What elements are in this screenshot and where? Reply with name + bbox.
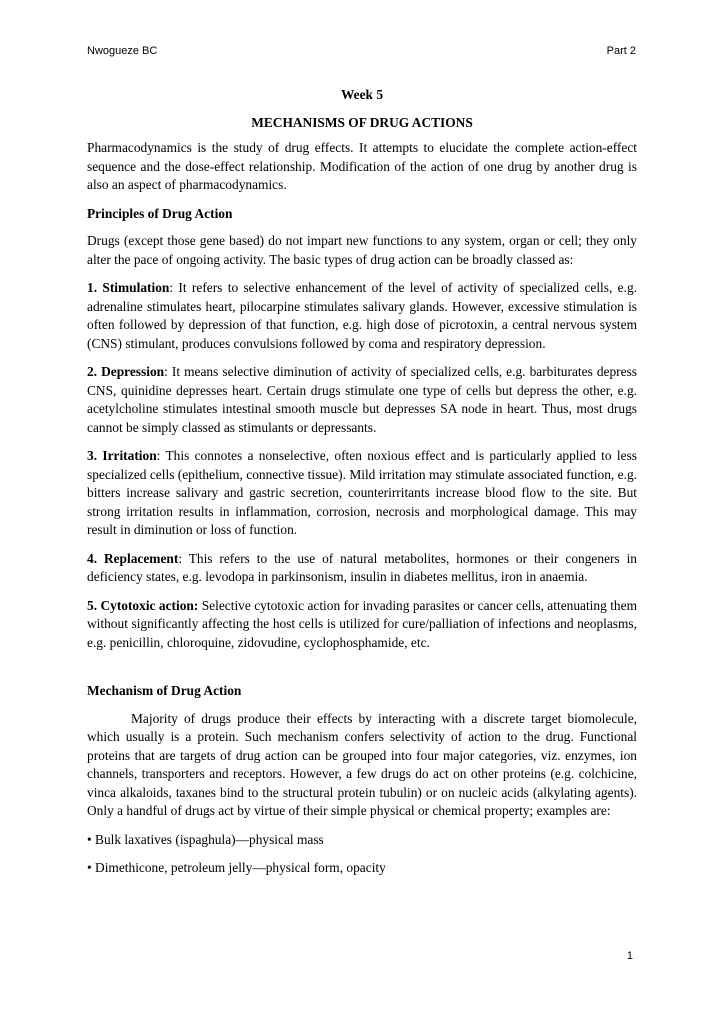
section-spacer <box>87 662 637 682</box>
week-label: Week 5 <box>340 87 384 102</box>
page-title: MECHANISMS OF DRUG ACTIONS <box>251 114 473 130</box>
drug-action-stimulation <box>87 279 637 353</box>
section-heading-principles: Principles of Drug Action <box>87 205 233 221</box>
definition-stimulation: : It refers to selective enhancement of the level of activity of specialized cells, e.g. adrenaline stimulates heart, pilocarpine stimulates salivary glands. However, excessive stimulation is often followed by depression of that function, e.g. high dose of picrotoxin, a central nervous system (CNS) stimulant, produces convulsions followed by coma and respiratory depression. <box>87 280 637 351</box>
term-stimulation: 1. Stimulation <box>87 280 170 295</box>
term-cytotoxic: 5. Cytotoxic action: <box>87 597 199 613</box>
drug-action-depression <box>87 363 637 437</box>
definition-depression: : It means selective diminution of activity of specialized cells, e.g. barbiturates depress CNS, quinidine depresses heart. Certain drugs stimulate one type of cells but depress the other, e.g. acetylcholine stimulates intestinal smooth muscle but depresses SA node in heart. Thus, most drugs cannot be simply classed as stimulants or depressants. <box>87 364 637 435</box>
term-replacement: 4. Replacement <box>87 550 179 566</box>
running-header-author: Nwogueze BC <box>87 45 158 57</box>
definition-cytotoxic: Selective cytotoxic action for invading parasites or cancer cells, attenuating them without significantly affecting the host cells is utilized for cure/palliation of infections and neoplasms, e.g. penicillin, chloroquine, zidovudine, cyclophosphamide, etc. <box>87 597 637 650</box>
bullet-item-dimethicone: • Dimethicone, petroleum jelly—physical form, opacity <box>87 860 386 875</box>
bullet-item-bulk-laxatives: • Bulk laxatives (ispaghula)—physical mass <box>87 831 324 847</box>
mechanism-paragraph: Majority of drugs produce their effects by interacting with a discrete target biomolecule, which usually is a protein. Such mechanism confers selectivity of action to the drug. Functional proteins that are targets of drug action can be grouped into four major categories, viz. enzymes, ion channels, transporters and receptors. However, a few drugs do act on other proteins (e.g. colchicine, vinca alkaloids, taxanes bind to the structural protein tubulin) or on nucleic acids (alkylating agents). Only a handful of drugs act by virtue of their simple physical or chemical property; examples are: <box>87 710 637 818</box>
document-body <box>87 86 637 888</box>
section-heading-mechanism: Mechanism of Drug Action <box>87 683 242 698</box>
drug-action-replacement <box>87 550 637 587</box>
page-number: 1 <box>626 950 633 962</box>
drug-action-irritation <box>87 447 637 540</box>
definition-irritation: : This connotes a nonselective, often noxious effect and is particularly applied to less specialized cells (epithelium, connective tissue). Mild irritation may stimulate associated function, e.g. bitters increase salivary and gastric secretion, counterirritants increase blood flow to the site. But strong irritation results in inflammation, corrosion, necrosis and morphological damage. This may result in diminution or loss of function. <box>87 448 638 537</box>
term-irritation: 3. Irritation <box>87 448 157 463</box>
running-header-part: Part 2 <box>606 45 636 57</box>
drug-action-cytotoxic <box>87 597 637 653</box>
principles-paragraph: Drugs (except those gene based) do not impart new functions to any system, organ or cell; they only alter the pace of ongoing activity. The basic types of drug action can be broadly classed as: <box>87 233 637 267</box>
term-depression: 2. Depression <box>87 364 165 379</box>
intro-paragraph: Pharmacodynamics is the study of drug effects. It attempts to elucidate the complete action-effect sequence and the dose-effect relationship. Modification of the action of one drug by another drug is also an aspect of pharmacodynamics. <box>87 140 637 192</box>
definition-replacement: : This refers to the use of natural metabolites, hormones or their congeners in deficiency states, e.g. levodopa in parkinsonism, insulin in diabetes mellitus, iron in anaemia. <box>87 550 637 584</box>
